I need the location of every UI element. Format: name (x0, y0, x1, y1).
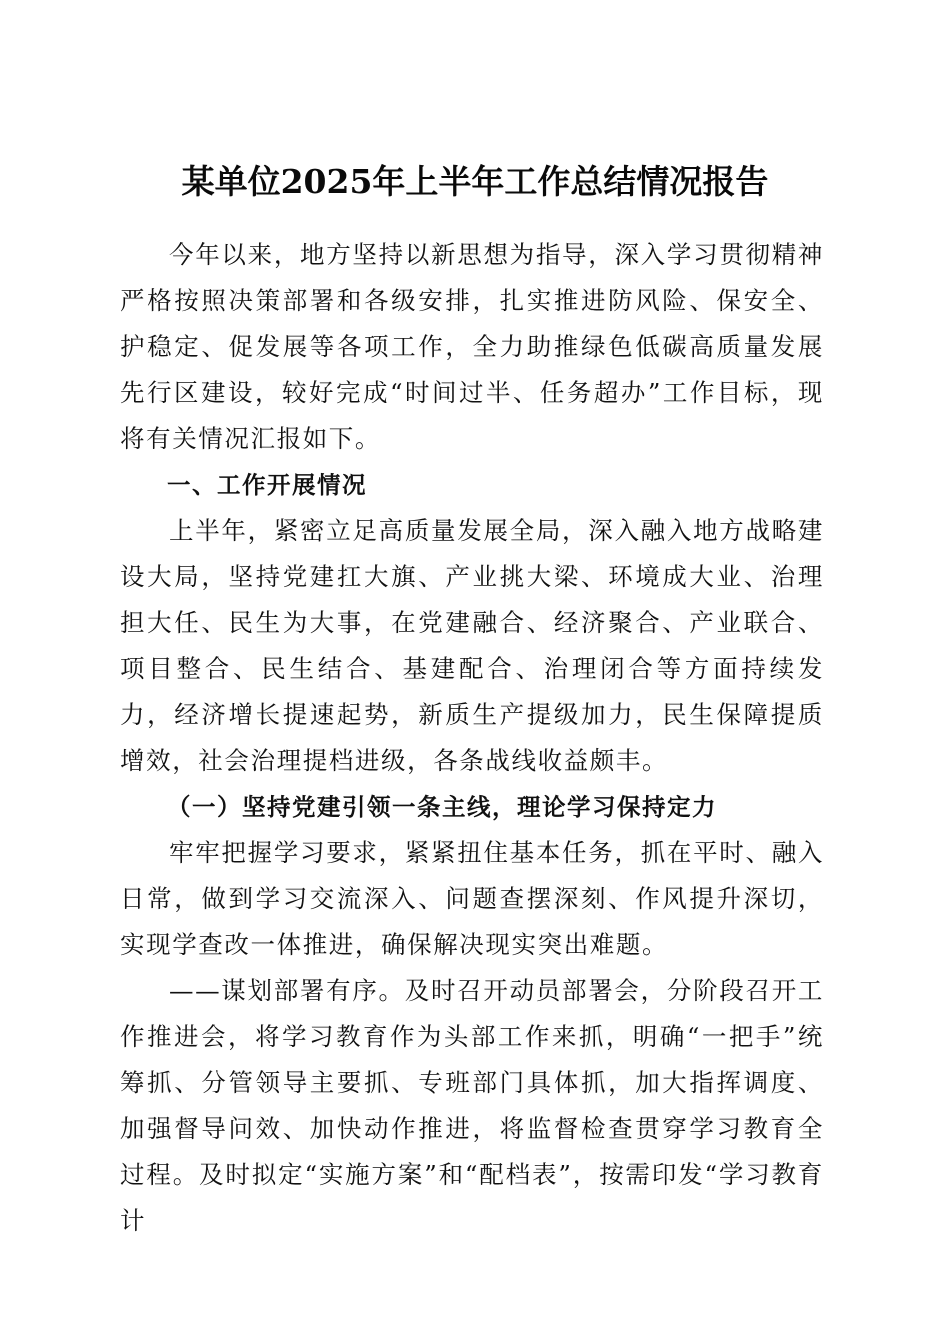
subsection-1-paragraph-1: 牢牢把握学习要求，紧紧扭住基本任务，抓在平时、融入日常，做到学习交流深入、问题查摆深刻、作风提升深切，实现学查改一体推进，确保解决现实突出难题。 (120, 838, 824, 959)
section-1-paragraph: 上半年，紧密立足高质量发展全局，深入融入地方战略建设大局，坚持党建扛大旗、产业挑大梁、环境成大业、治理担大任、民生为大事，在党建融合、经济聚合、产业联合、项目整合、民生结合、基建配合、治理闭合等方面持续发力，经济增长提速起势，新质生产提级加力，民生保障提质增效，社会治理提档进级，各条战线收益颇丰。 (120, 516, 824, 775)
document-title: 某单位2025年上半年工作总结情况报告 (181, 162, 769, 202)
document-body (120, 232, 824, 1244)
subsection-heading-1: （一）坚持党建引领一条主线，理论学习保持定力 (167, 793, 717, 821)
intro-paragraph: 今年以来，地方坚持以新思想为指导，深入学习贯彻精神严格按照决策部署和各级安排，扎实推进防风险、保安全、护稳定、促发展等各项工作，全力助推绿色低碳高质量发展先行区建设，较好完成“时间过半、任务超办”工作目标，现将有关情况汇报如下。 (120, 240, 824, 453)
section-heading-1: 一、工作开展情况 (167, 471, 367, 499)
subsection-1-paragraph-2: ——谋划部署有序。及时召开动员部署会，分阶段召开工作推进会，将学习教育作为头部工作来抓，明确“一把手”统筹抓、分管领导主要抓、专班部门具体抓，加大指挥调度、加强督导问效、加快动作推进，将监督检查贯穿学习教育全过程。及时拟定“实施方案”和“配档表”，按需印发“学习教育计 (120, 976, 824, 1235)
